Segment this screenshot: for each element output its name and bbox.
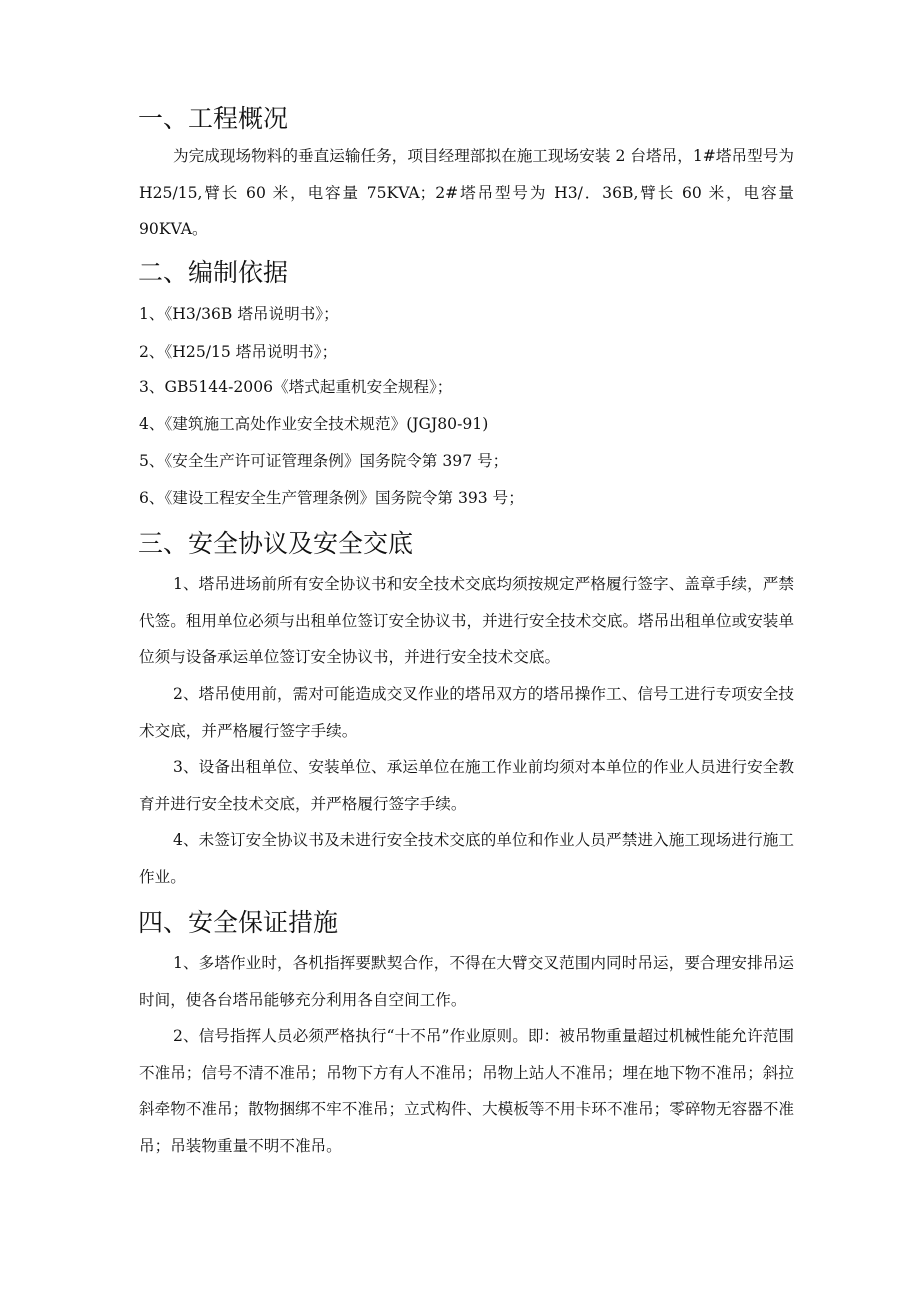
safety-agreement-paragraph: 3、设备出租单位、安装单位、承运单位在施工作业前均须对本单位的作业人员进行安全教育并进行安全技术交底，并严格履行签字手续。 <box>139 758 794 813</box>
basis-item: 2、《H25/15 塔吊说明书》； <box>139 343 338 361</box>
basis-item: 1、《H3/36B 塔吊说明书》； <box>139 305 339 323</box>
safety-agreement-paragraph: 2、塔吊使用前，需对可能造成交叉作业的塔吊双方的塔吊操作工、信号工进行专项安全技术交底，并严格履行签字手续。 <box>139 685 794 740</box>
basis-item: 6、《建设工程安全生产管理条例》国务院令第 393 号； <box>139 489 524 507</box>
safety-measures-paragraph: 2、信号指挥人员必须严格执行“十不吊”作业原则。即：被吊物重量超过机械性能允许范围不准吊；信号不清不准吊；吊物下方有人不准吊；吊物上站人不准吊；埋在地下物不准吊；斜拉斜牵物不准吊；散物捆绑不牢不准吊；立式构件、大模板等不用卡环不准吊；零碎物无容器不准吊；吊装物重量不明不准吊。 <box>139 1027 794 1155</box>
basis-item: 4、《建筑施工高处作业安全技术规范》(JGJ80-91) <box>139 415 489 433</box>
section-heading-basis: 二、编制依据 <box>138 258 289 287</box>
safety-agreement-paragraph: 1、塔吊进场前所有安全协议书和安全技术交底均须按规定严格履行签字、盖章手续，严禁代签。租用单位必须与出租单位签订安全协议书，并进行安全技术交底。塔吊出租单位或安装单位须与设备承运单位签订安全协议书，并进行安全技术交底。 <box>139 575 794 666</box>
safety-agreement-paragraph: 4、未签订安全协议书及未进行安全技术交底的单位和作业人员严禁进入施工现场进行施工作业。 <box>139 831 794 886</box>
section-heading-safety-agreement: 三、安全协议及安全交底 <box>138 529 414 558</box>
basis-item: 5、《安全生产许可证管理条例》国务院令第 397 号； <box>139 452 509 470</box>
overview-paragraph: 为完成现场物料的垂直运输任务，项目经理部拟在施工现场安装 2 台塔吊，1#塔吊型号为 H25/15,臂长 60 米，电容量 75KVA；2#塔吊型号为 H3/．36B,臂长 60 米，电容量 90KVA。 <box>139 147 794 238</box>
safety-measures-paragraph: 1、多塔作业时，各机指挥要默契合作，不得在大臂交叉范围内同时吊运，要合理安排吊运时间，使各台塔吊能够充分利用各自空间工作。 <box>139 954 794 1009</box>
section-heading-safety-measures: 四、安全保证措施 <box>138 908 339 937</box>
basis-item: 3、GB5144-2006《塔式起重机安全规程》； <box>139 378 453 396</box>
section-heading-overview: 一、工程概况 <box>138 104 289 133</box>
